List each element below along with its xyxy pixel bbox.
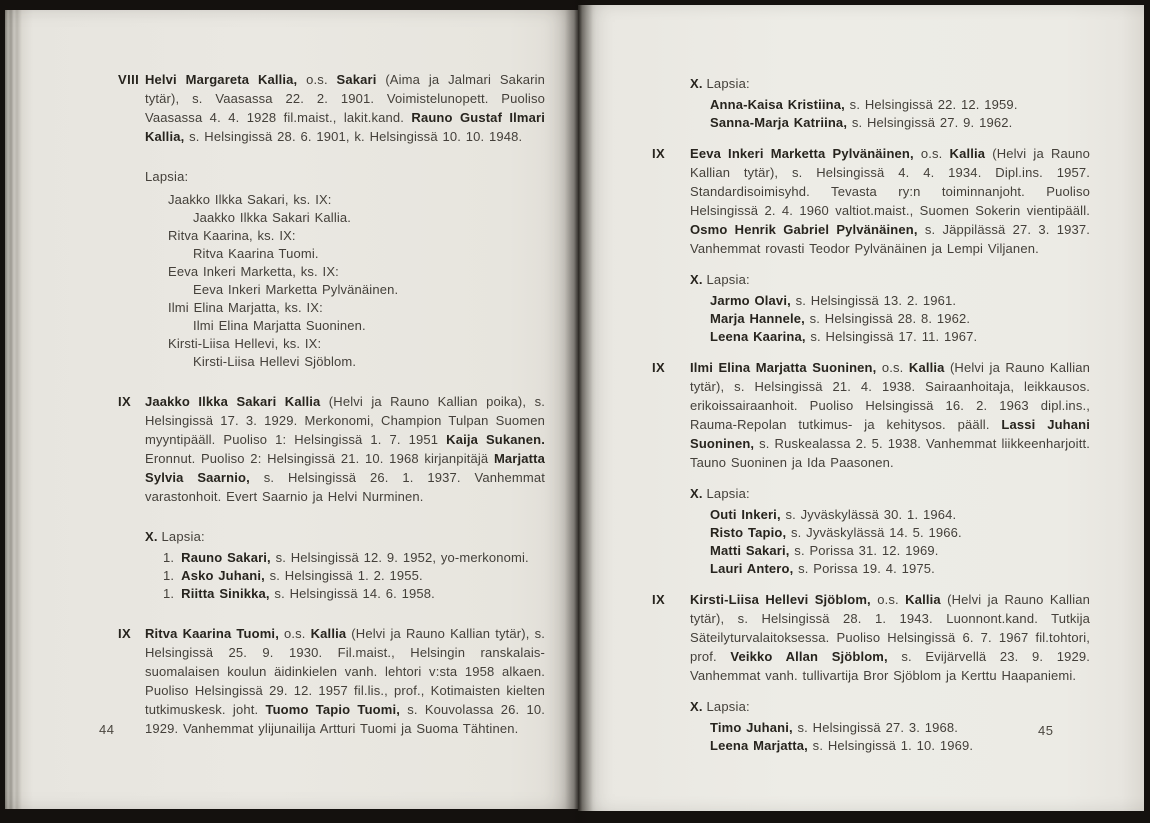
generation-number: IX — [652, 360, 666, 375]
children-list-x — [690, 484, 1090, 578]
child-line — [145, 585, 545, 603]
name-bold-run: Riitta Sinikka, — [181, 586, 270, 601]
name-bold-run: Lassi Juhani Suoninen, — [690, 417, 1090, 451]
see-reference-line: Jaakko Ilkka Sakari Kallia. — [193, 210, 352, 225]
see-reference-line: Kirsti-Liisa Hellevi Sjöblom. — [193, 354, 357, 369]
child-line: Jaakko Ilkka Sakari, ks. IX: — [168, 192, 332, 207]
child-line — [690, 114, 1090, 132]
children-list-x — [145, 527, 545, 603]
name-bold-run: Kirsti-Liisa Hellevi Sjöblom, — [690, 592, 871, 607]
children-heading: Lapsia: — [145, 169, 189, 184]
children-list-x — [690, 270, 1090, 346]
birth-order-number: 1. — [163, 550, 175, 565]
children-list-viii — [145, 167, 545, 371]
text-run: o.s. — [278, 626, 311, 641]
generation-number: IX — [118, 626, 132, 641]
name-bold-run: Helvi Margareta Kallia, — [145, 72, 298, 87]
name-bold-run: Sanna-Marja Katriina, — [710, 115, 848, 130]
children-heading — [690, 74, 1090, 93]
genealogy-entry-helvi-kallia — [118, 70, 545, 146]
text-run: (Helvi ja Rauno Kallian tytär), s. Helsingissä 4. 4. 1934. Dipl.ins. 1957. Standardisoimisyhd. Tevasta ry:n toiminnanjoht. Puoliso Helsingissä 2. 4. 1960 valtiot.maist., Suomen Sokerin vientipääll. — [690, 146, 1091, 218]
name-bold-run: Veikko Allan Sjöblom, — [730, 649, 888, 664]
children-heading-label: Lapsia: — [706, 76, 750, 91]
text-run: s. Helsingissä 26. 1. 1937. Vanhemmat varastonhoit. Evert Saarnio ja Helvi Nurminen. — [145, 470, 546, 504]
child-line: Ritva Kaarina, ks. IX: — [168, 228, 296, 243]
entry-text — [145, 70, 545, 146]
page-number: 44 — [99, 722, 115, 737]
name-bold-run: Kallia — [905, 592, 941, 607]
birth-order-number: 1. — [163, 568, 175, 583]
genealogy-entry-eeva-pylvanainen — [652, 144, 1090, 258]
generation-x-label: X. — [690, 486, 703, 501]
text-run: (Helvi ja Rauno Kallian tytär), s. Helsingissä 25. 9. 1930. Fil.maist., Helsingin ranskalais-suomalaisen koulun äidinkielen vanh. lehtori v:sta 1958 alkaen. Puoliso Helsingissä 29. 12. 1957 fil.lis., prof., Kotimaisten kielten tutkimuskesk. joht. — [145, 626, 545, 717]
text-run: s. Helsingissä 1. 10. 1969. — [807, 738, 974, 753]
name-bold-run: Jarmo Olavi, — [710, 293, 791, 308]
child-pair — [145, 263, 545, 299]
text-run: o.s. — [297, 72, 337, 87]
generation-x-label: X. — [690, 272, 703, 287]
child-line — [690, 292, 1090, 310]
text-run: s. Helsingissä 1. 2. 1955. — [264, 568, 423, 583]
child-line — [690, 524, 1090, 542]
name-bold-run: Sakari — [336, 72, 377, 87]
page-number: 45 — [1038, 723, 1054, 738]
child-pair — [145, 227, 545, 263]
see-reference-line: Ritva Kaarina Tuomi. — [193, 246, 319, 261]
child-line — [690, 506, 1090, 524]
text-run: (Helvi ja Rauno Kallian tytär), s. Helsingissä 21. 4. 1938. Sairaanhoitaja, leikkausos. erikoissairaanhoit. Puoliso Helsingissä 16. 2. 1963 dipl.ins., Rauma-Repolan tutkimus- ja kehitysos. pääll. — [690, 360, 1091, 432]
text-run: s. Helsingissä 28. 6. 1901, k. Helsingissä 10. 10. 1948. — [184, 129, 523, 144]
genealogy-entry-jaakko-kallia — [118, 392, 545, 506]
generation-number: IX — [652, 146, 666, 161]
name-bold-run: Leena Marjatta, — [710, 738, 808, 753]
entry-text — [145, 624, 545, 738]
child-line: Ilmi Elina Marjatta, ks. IX: — [168, 300, 323, 315]
name-bold-run: Rauno Gustaf Ilmari Kallia, — [145, 110, 545, 144]
name-bold-run: Asko Juhani, — [181, 568, 265, 583]
generation-number: VIII — [118, 72, 140, 87]
see-reference-line: Ilmi Elina Marjatta Suoninen. — [193, 318, 366, 333]
name-bold-run: Timo Juhani, — [710, 720, 793, 735]
child-line — [690, 542, 1090, 560]
birth-order-number: 1. — [163, 586, 175, 601]
genealogy-entry-ritva-tuomi — [118, 624, 545, 738]
child-text — [181, 586, 435, 601]
genealogy-entry-ilmi-suoninen — [652, 358, 1090, 472]
entry-text — [690, 144, 1090, 258]
text-run: (Helvi ja Rauno Kallian tytär), s. Helsingissä 28. 1. 1943. Luonnont.kand. Tutkija Säteilyturvalaitoksessa. Puoliso Helsingissä 6. 7. 1967 fil.tohtori, prof. — [690, 592, 1091, 664]
generation-x-label: X. — [690, 699, 703, 714]
child-text — [181, 550, 529, 565]
text-run: s. Helsingissä 27. 9. 1962. — [847, 115, 1013, 130]
text-run: Eronnut. Puoliso 2: Helsingissä 21. 10. 1968 kirjanpitäjä — [145, 451, 494, 466]
child-line — [690, 737, 1090, 755]
children-heading-label: Lapsia: — [706, 486, 750, 501]
child-pair — [145, 299, 545, 335]
text-run: s. Ruskealassa 2. 5. 1938. Vanhemmat liikkeenharjoitt. Tauno Suoninen ja Ida Paasonen. — [690, 436, 1090, 470]
child-line: Kirsti-Liisa Hellevi, ks. IX: — [168, 336, 322, 351]
genealogy-entry-kirsti-sjoblom — [652, 590, 1090, 685]
text-run: s. Porissa 19. 4. 1975. — [793, 561, 935, 576]
entry-text — [690, 590, 1090, 685]
child-line — [690, 96, 1090, 114]
children-heading — [690, 697, 1090, 716]
text-run: s. Helsingissä 12. 9. 1952, yo-merkonomi. — [270, 550, 529, 565]
name-bold-run: Kallia — [949, 146, 986, 161]
page-right — [578, 5, 1144, 811]
page-left — [5, 10, 578, 809]
text-run: s. Evijärvellä 23. 9. 1929. Vanhemmat vanh. tullivartija Bror Sjöblom ja Kerttu Haapaniemi. — [690, 649, 1090, 683]
children-heading — [690, 270, 1090, 289]
text-run: s. Kouvolassa 26. 10. 1929. Vanhemmat ylijunailija Artturi Tuomi ja Suoma Tähtinen. — [145, 702, 546, 736]
text-run: (Aima ja Jalmari Sakarin tytär), s. Vaasassa 22. 2. 1901. Voimistelunopett. Puoliso Vaasassa 4. 4. 1928 fil.maist., lakit.kand. — [145, 72, 545, 125]
child-line: Eeva Inkeri Marketta, ks. IX: — [168, 264, 339, 279]
name-bold-run: Ilmi Elina Marjatta Suoninen, — [690, 360, 877, 375]
name-bold-run: Rauno Sakari, — [181, 550, 271, 565]
children-list-x — [690, 74, 1090, 132]
child-line — [690, 719, 1090, 737]
text-run: s. Helsingissä 14. 6. 1958. — [269, 586, 435, 601]
name-bold-run: Leena Kaarina, — [710, 329, 806, 344]
page-right-content — [652, 74, 1090, 755]
text-run: s. Jäppilässä 27. 3. 1937. Vanhemmat rovasti Teodor Pylvänäinen ja Lempi Viljanen. — [690, 222, 1091, 256]
children-heading-label: Lapsia: — [706, 699, 750, 714]
name-bold-run: Ritva Kaarina Tuomi, — [145, 626, 279, 641]
text-run: s. Porissa 31. 12. 1969. — [789, 543, 939, 558]
children-heading-label: Lapsia: — [161, 529, 205, 544]
text-run: s. Helsingissä 22. 12. 1959. — [844, 97, 1018, 112]
name-bold-run: Kallia — [908, 360, 945, 375]
child-line — [145, 549, 545, 567]
name-bold-run: Matti Sakari, — [710, 543, 790, 558]
name-bold-run: Osmo Henrik Gabriel Pylvänäinen, — [690, 222, 918, 237]
text-run: (Helvi ja Rauno Kallian poika), s. Helsingissä 17. 3. 1929. Merkonomi, Champion Tulpan Suomen myyntipääll. Puoliso 1: Helsingissä 1. 7. 1951 — [145, 394, 545, 447]
name-bold-run: Outi Inkeri, — [710, 507, 781, 522]
name-bold-run: Anna-Kaisa Kristiina, — [710, 97, 845, 112]
name-bold-run: Eeva Inkeri Marketta Pylvänäinen, — [690, 146, 914, 161]
text-run: s. Helsingissä 17. 11. 1967. — [805, 329, 978, 344]
child-line — [690, 560, 1090, 578]
name-bold-run: Jaakko Ilkka Sakari Kallia — [145, 394, 321, 409]
name-bold-run: Marja Hannele, — [710, 311, 805, 326]
entry-text — [690, 358, 1090, 472]
text-run: o.s. — [876, 360, 909, 375]
name-bold-run: Kallia — [310, 626, 347, 641]
children-list-x — [690, 697, 1090, 755]
name-bold-run: Kaija Sukanen. — [446, 432, 545, 447]
text-run: s. Helsingissä 27. 3. 1968. — [792, 720, 959, 735]
generation-number: IX — [118, 394, 132, 409]
name-bold-run: Tuomo Tapio Tuomi, — [265, 702, 400, 717]
see-reference-line: Eeva Inkeri Marketta Pylvänäinen. — [193, 282, 399, 297]
child-line — [145, 567, 545, 585]
text-run: s. Jyväskylässä 30. 1. 1964. — [780, 507, 957, 522]
name-bold-run: Lauri Antero, — [710, 561, 794, 576]
child-line — [690, 328, 1090, 346]
name-bold-run: Marjatta Sylvia Saarnio, — [145, 451, 545, 485]
entry-text — [145, 392, 545, 506]
text-run: s. Helsingissä 28. 8. 1962. — [804, 311, 971, 326]
text-run: o.s. — [870, 592, 906, 607]
children-heading-label: Lapsia: — [706, 272, 750, 287]
text-run: o.s. — [913, 146, 950, 161]
text-run: s. Helsingissä 13. 2. 1961. — [790, 293, 957, 308]
child-pair — [145, 335, 545, 371]
generation-x-label: X. — [145, 529, 158, 544]
text-run: s. Jyväskylässä 14. 5. 1966. — [786, 525, 962, 540]
child-line — [690, 310, 1090, 328]
page-left-content — [118, 70, 545, 738]
children-heading — [145, 527, 545, 546]
children-heading — [690, 484, 1090, 503]
name-bold-run: Risto Tapio, — [710, 525, 787, 540]
generation-number: IX — [652, 592, 666, 607]
generation-x-label: X. — [690, 76, 703, 91]
child-pair — [145, 191, 545, 227]
child-text — [181, 568, 423, 583]
